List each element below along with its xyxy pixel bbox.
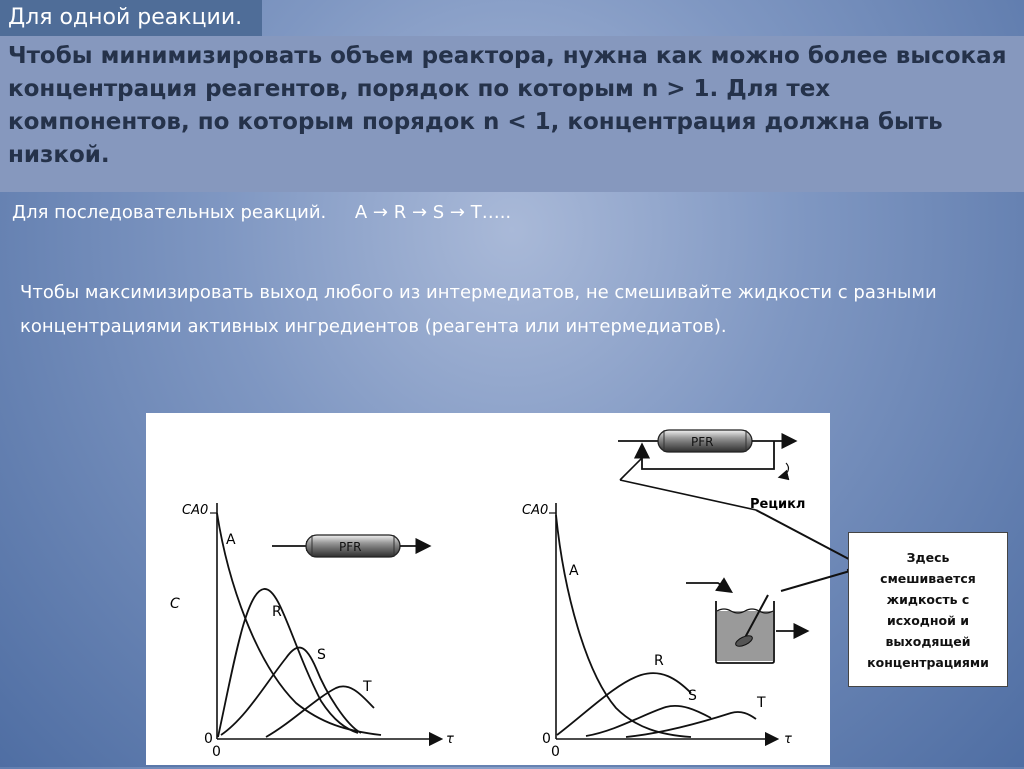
pointer-to-tank (781, 571, 850, 591)
right-label-a: A (569, 563, 579, 579)
left-label-t: T (363, 679, 372, 695)
right-pfr-label: PFR (691, 435, 714, 449)
sequential-reactions-line: Для последовательных реакций. A → R → S → T….. (12, 202, 512, 223)
pointer-to-recycle (756, 510, 862, 566)
right-x-label: τ (784, 732, 792, 747)
recycle-label: Рецикл (750, 497, 806, 512)
section-label: Для одной реакции. (0, 0, 262, 36)
left-label-s: S (317, 647, 326, 663)
right-origin-x: 0 (551, 744, 560, 760)
right-label-r: R (654, 653, 664, 669)
left-x-label: τ (446, 732, 454, 747)
callout-line: Здесь (906, 549, 950, 565)
mixing-callout (848, 532, 1008, 687)
maximize-yield-text: Чтобы максимизировать выход любого из интермедиатов, не смешивайте жидкости с разными концентрациями активных ингредиентов (реагента или интермедиатов). (20, 282, 937, 337)
callout-line: концентрациями (867, 654, 989, 670)
right-label-s: S (688, 688, 697, 704)
left-label-a: A (226, 532, 236, 548)
callout-line: исходной и (886, 612, 969, 628)
left-label-r: R (272, 604, 282, 620)
callout-line: выходящей (885, 633, 971, 649)
right-origin-y: 0 (542, 731, 551, 747)
left-y-label: C (170, 596, 180, 612)
right-ca0-label: CA0 (522, 503, 549, 518)
left-ca0-label: CA0 (182, 503, 209, 518)
right-label-t: T (757, 695, 766, 711)
callout-line: смешивается (880, 570, 976, 586)
left-origin-x: 0 (212, 744, 221, 760)
left-pfr-label: PFR (339, 540, 362, 554)
single-reaction-text: Чтобы минимизировать объем реактора, нужна как можно более высокая концентрация реагентов, порядок по которым n > 1. Для тех компонентов, по которым порядок n < 1, концентрация должна быть низкой. (8, 43, 1007, 168)
left-origin-y: 0 (204, 731, 213, 747)
callout-line: жидкость с (886, 591, 970, 607)
